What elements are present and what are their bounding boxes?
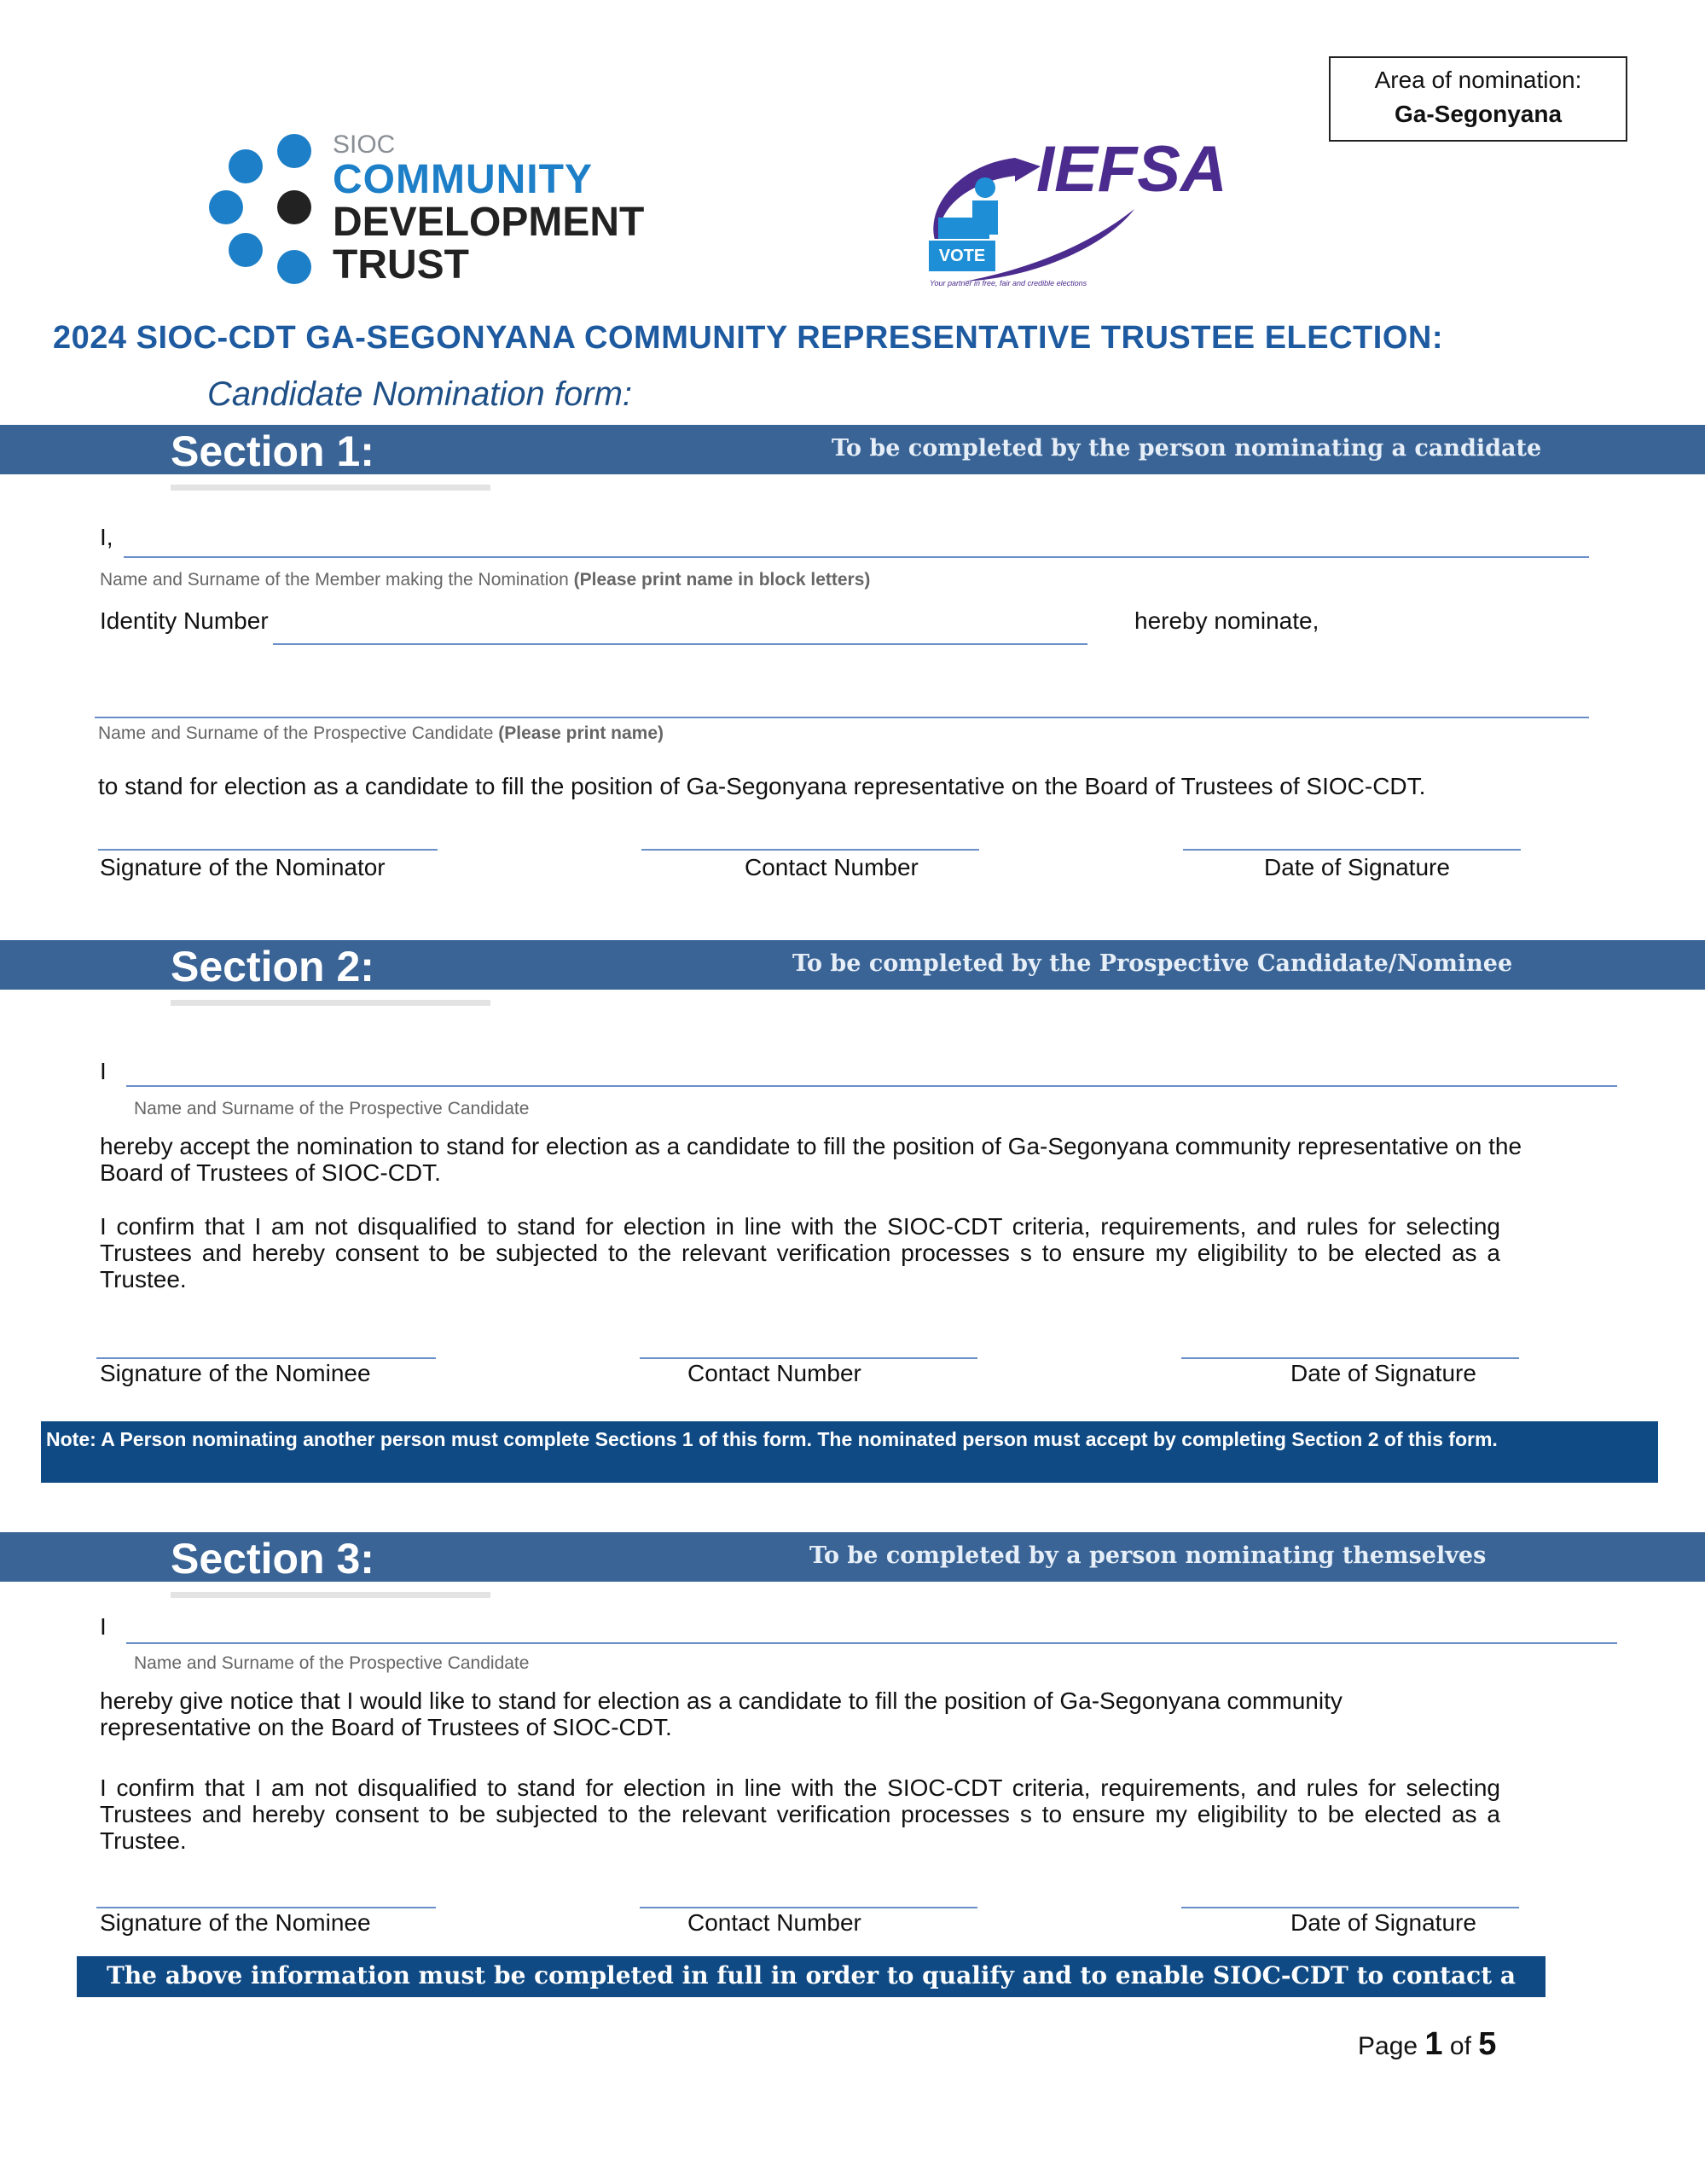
s2-i-label: I (100, 1058, 107, 1084)
s1-date-field[interactable] (1183, 849, 1521, 851)
area-value: Ga-Segonyana (1394, 101, 1563, 127)
page-current: 1 (1424, 2026, 1443, 2062)
section3-description: To be completed by a person nominating themselves (809, 1542, 1487, 1569)
iefsa-name: IEFSA (1036, 133, 1227, 206)
s2-candidate-name-field[interactable] (126, 1085, 1617, 1087)
s3-date-field[interactable] (1181, 1907, 1519, 1908)
section1-description: To be completed by the person nominating a candidate (832, 435, 1542, 462)
form-subtitle: Candidate Nomination form: (207, 375, 633, 413)
s1-contact-label: Contact Number (745, 854, 919, 880)
page-total: 5 (1478, 2026, 1497, 2062)
s1-member-caption-bold: (Please print name in block letters) (573, 570, 871, 590)
s2-contact-label: Contact Number (687, 1360, 861, 1386)
sioc-logo-line4: TRUST (333, 242, 469, 288)
s1-nominate-label: hereby nominate, (1134, 607, 1319, 634)
s3-signature-label: Signature of the Nominee (100, 1909, 371, 1936)
s2-confirmation-text: I confirm that I am not disqualified to stand for election in line with the SIOC-CDT criteria, requirements, and rules for selecting Trustees and hereby consent to be subjected to the relevant verification processes s to ensure my eligibility to be elected as a Trustee. (100, 1213, 1500, 1292)
s1-signature-field[interactable] (98, 849, 438, 851)
bottom-notice-banner: The above information must be completed in full in order to qualify and to enable SIOC-CDT to contact a prospective candidate. (77, 1956, 1546, 1997)
page-title: 2024 SIOC-CDT GA-SEGONYANA COMMUNITY REPRESENTATIVE TRUSTEE ELECTION: (53, 320, 1443, 356)
section3-heading: Section 3: (171, 1535, 374, 1583)
sioc-dots-icon (205, 124, 324, 294)
s3-i-label: I (100, 1613, 107, 1640)
s1-candidate-name-field[interactable] (95, 717, 1589, 718)
iefsa-logo (913, 132, 1271, 294)
note-banner: Note: A Person nominating another person must complete Sections 1 of this form. The nominated person must accept by completing Section 2 of this form. (41, 1421, 1658, 1483)
s1-member-caption (100, 570, 870, 590)
page-prefix: Page (1358, 2032, 1418, 2060)
page-number (1358, 2026, 1496, 2063)
section2-underline (171, 1000, 490, 1006)
page-of: of (1449, 2032, 1471, 2060)
area-of-nomination-box (1329, 56, 1627, 142)
s1-candidate-caption (98, 723, 664, 744)
s1-date-label: Date of Signature (1264, 854, 1450, 880)
section2-heading: Section 2: (171, 943, 374, 990)
s3-confirmation-text: I confirm that I am not disqualified to stand for election in line with the SIOC-CDT criteria, requirements, and rules for selecting Trustees and hereby consent to be subjected to the relevant verification processes s to ensure my eligibility to be elected as a Trustee. (100, 1774, 1500, 1854)
s3-contact-label: Contact Number (687, 1909, 861, 1936)
s3-date-label: Date of Signature (1290, 1909, 1476, 1936)
vote-box-label: VOTE (927, 239, 997, 273)
s1-candidate-caption-text: Name and Surname of the Prospective Candidate (98, 723, 494, 743)
s3-signature-field[interactable] (96, 1907, 436, 1908)
s2-signature-field[interactable] (96, 1357, 436, 1359)
iefsa-tagline: Your partner in free, fair and credible elections (930, 279, 1087, 288)
sioc-logo-line2: COMMUNITY (333, 157, 593, 202)
s1-member-caption-text: Name and Surname of the Member making the Nomination (100, 570, 569, 590)
s1-identity-number-field[interactable] (273, 643, 1087, 645)
s1-member-name-field[interactable] (124, 556, 1589, 558)
s1-signature-label: Signature of the Nominator (100, 854, 386, 880)
s3-contact-field[interactable] (640, 1907, 977, 1908)
s1-i-label: I, (100, 524, 113, 550)
s3-candidate-caption: Name and Surname of the Prospective Candidate (134, 1653, 530, 1673)
sioc-logo-line1: SIOC (333, 131, 396, 159)
section3-header (0, 1532, 1705, 1582)
section1-underline (171, 485, 490, 491)
section2-description: To be completed by the Prospective Candidate/Nominee (792, 950, 1513, 977)
area-label: Area of nomination: (1374, 67, 1582, 93)
section1-heading: Section 1: (171, 427, 374, 475)
s1-candidate-caption-bold: (Please print name) (498, 723, 664, 743)
s2-signature-label: Signature of the Nominee (100, 1360, 371, 1386)
sioc-logo-line3: DEVELOPMENT (333, 200, 645, 245)
s1-identity-label: Identity Number (100, 607, 269, 634)
s1-contact-field[interactable] (641, 849, 979, 851)
section1-header (0, 425, 1705, 474)
s3-notice-text: hereby give notice that I would like to stand for election as a candidate to fill the position of Ga-Segonyana community representative on the Board of Trustees of SIOC-CDT. (100, 1687, 1343, 1740)
s3-candidate-name-field[interactable] (126, 1642, 1617, 1644)
section2-header (0, 940, 1705, 990)
s2-acceptance-text: hereby accept the nomination to stand for election as a candidate to fill the position of Ga-Segonyana community representative on the Board of Trustees of SIOC-CDT. (100, 1133, 1522, 1186)
s1-statement: to stand for election as a candidate to fill the position of Ga-Segonyana representative on the Board of Trustees of SIOC-CDT. (98, 773, 1426, 799)
s2-date-label: Date of Signature (1290, 1360, 1476, 1386)
sioc-cdt-logo (205, 124, 648, 294)
section3-underline (171, 1592, 490, 1598)
s2-contact-field[interactable] (640, 1357, 977, 1359)
s2-candidate-caption: Name and Surname of the Prospective Candidate (134, 1099, 530, 1118)
s2-date-field[interactable] (1181, 1357, 1519, 1359)
